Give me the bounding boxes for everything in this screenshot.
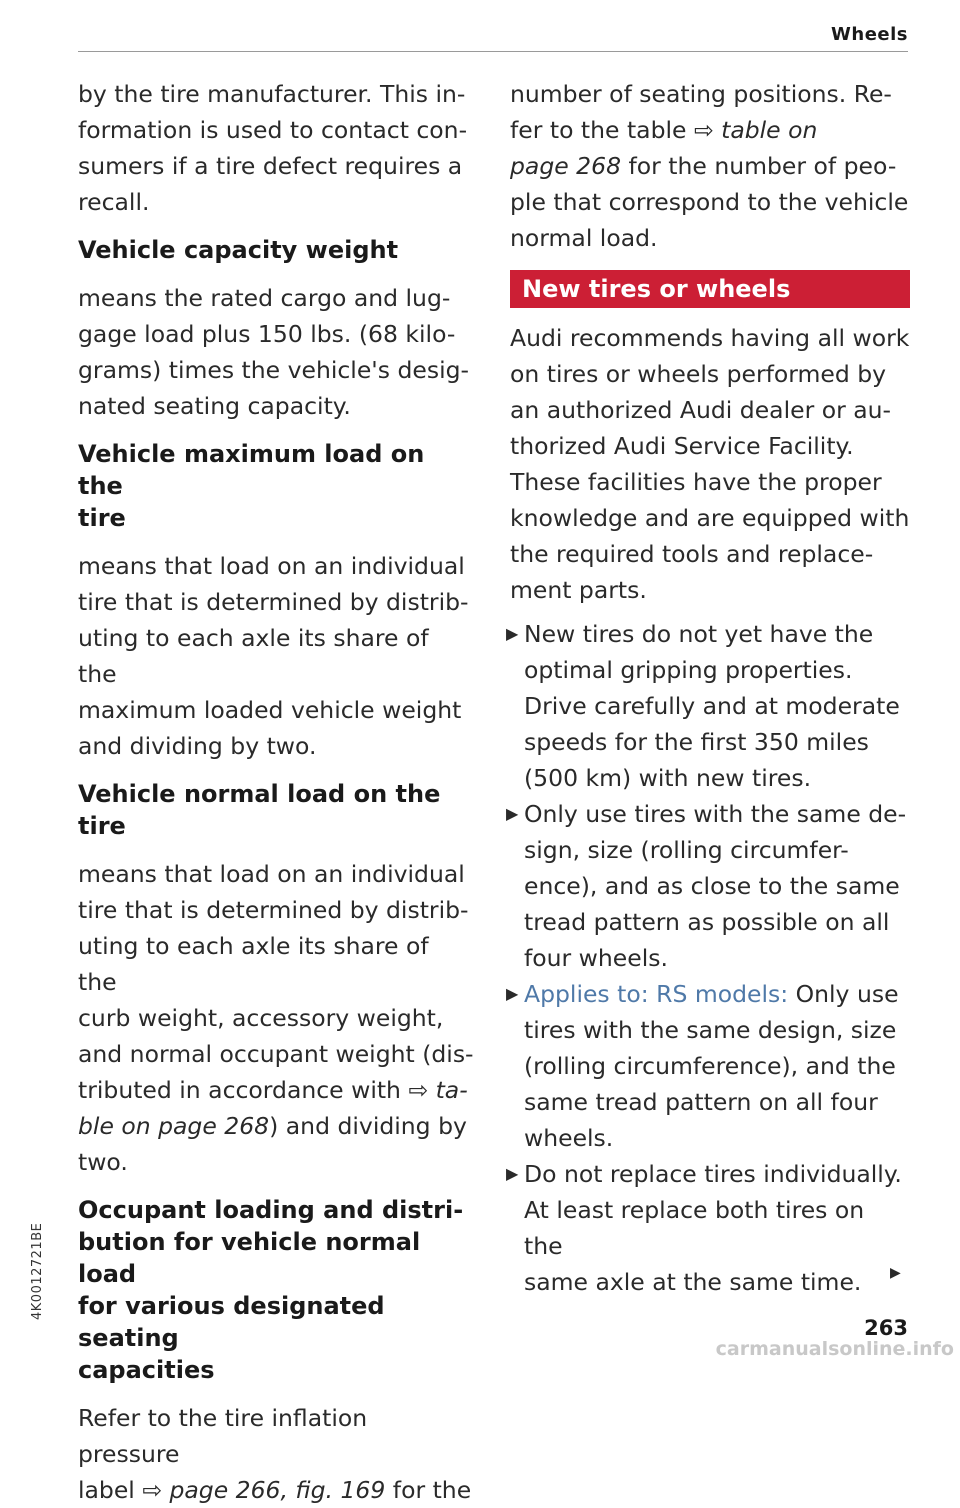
capacity-paragraph: means the rated cargo and lug- gage load plus 150 lbs. (68 kilo- grams) times the vehicle's desig- nated seating capacity. — [78, 284, 470, 420]
bullet-triangle-icon: ▶ — [506, 1164, 519, 1183]
page-number: 263 — [864, 1316, 908, 1340]
normal-load-paragraph: means that load on an individual tire that is determined by distrib- uting to each axle its share of the curb weight, accessory weight, and normal occupant weight (dis- tributed in accordance with ⇨ ta- ble on page 268) and dividing by two. — [78, 860, 474, 1176]
heading-vehicle-capacity-weight: Vehicle capacity weight — [78, 236, 399, 264]
intro-paragraph: by the tire manufacturer. This in- formation is used to contact con- sumers if a tire defect requires a recall. — [78, 80, 468, 216]
bullet-new-tires: ▶ New tires do not yet have the optimal gripping properties. Drive carefully and at moderate speeds for the first 350 miles (500 km) with new tires. — [510, 616, 910, 796]
section-banner-new-tires: New tires or wheels — [510, 270, 910, 308]
applies-to-label: Applies to: RS models: — [524, 980, 789, 1008]
bullet-triangle-icon: ▶ — [506, 984, 519, 1003]
refer-paragraph: Refer to the tire inflation pressure label ⇨ page 266, fig. 169 for the — [78, 1404, 472, 1504]
bullet-replace-individually: ▶ Do not replace tires individually. At least replace both tires on the same axle at the same time. — [510, 1156, 910, 1300]
heading-vehicle-maximum-load: Vehicle maximum load on the tire — [78, 440, 425, 532]
document-code: 4K0012721BE — [30, 1222, 45, 1320]
seating-paragraph: number of seating positions. Re- fer to the table ⇨ table on page 268 for the number of peo- ple that correspond to the vehicle normal load. — [510, 80, 909, 252]
bullet-triangle-icon: ▶ — [506, 804, 519, 823]
right-column — [506, 76, 910, 1300]
bullet-triangle-icon: ▶ — [506, 624, 519, 643]
table-link-right[interactable]: ⇨ table on — [693, 116, 818, 144]
table-link[interactable]: ⇨ ta- — [408, 1076, 468, 1104]
watermark: carmanualsonline.info — [715, 1338, 954, 1360]
header-divider — [78, 51, 908, 52]
max-load-paragraph: means that load on an individual tire that is determined by distrib- uting to each axle its share of the maximum loaded vehicle weight and dividing by two. — [78, 552, 469, 760]
bullet-same-design: ▶ Only use tires with the same de- sign, size (rolling circumfer- ence), and as close to the same tread pattern as possible on all four wheels. — [510, 796, 910, 976]
heading-vehicle-normal-load: Vehicle normal load on the tire — [78, 780, 441, 840]
bullet-rs-models: ▶ Applies to: RS models: Only use tires with the same design, size (rolling circumference), and the same tread pattern on all four wheels. — [510, 976, 910, 1156]
left-column — [78, 76, 474, 1508]
figure-link[interactable]: ⇨ page 266, fig. 169 — [142, 1476, 386, 1504]
running-header: Wheels — [831, 24, 908, 45]
table-link-right-cont[interactable]: page 268 — [510, 152, 622, 180]
audi-recommends-paragraph: Audi recommends having all work on tires or wheels performed by an authorized Audi dealer or au- thorized Audi Service Facility. These facilities have the proper knowledge and are equipped with the required tools and replace- ment parts. — [510, 324, 910, 604]
heading-occupant-loading: Occupant loading and distri- bution for vehicle normal load for various designated seating capacities — [78, 1196, 464, 1384]
table-link-cont[interactable]: ble on page 268 — [78, 1112, 270, 1140]
continue-arrow-icon: ▶ — [890, 1265, 901, 1281]
